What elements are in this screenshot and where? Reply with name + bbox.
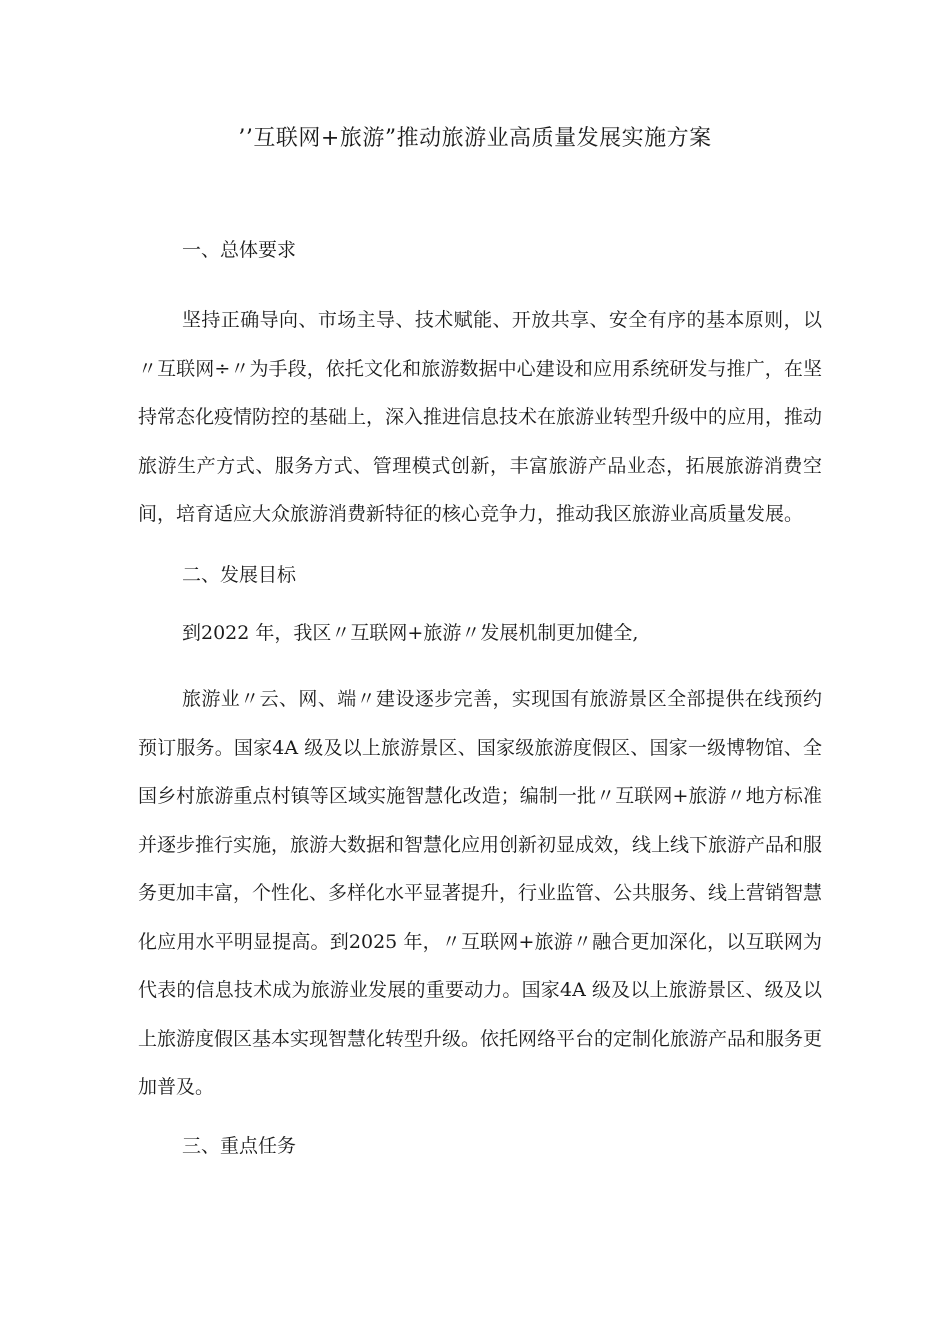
document-body [138,234,822,1162]
document-title: ’’互联网+旅游”推动旅游业高质量发展实施方案 [238,126,712,151]
section-heading-key-tasks: 三、重点任务 [182,1134,297,1157]
paragraph-goals-detail: 旅游业〃云、网、端〃建设逐步完善，实现国有旅游景区全部提供在线预约预订服务。国家4A 级及以上旅游景区、国家级旅游度假区、国家一级博物馆、全国乡村旅游重点村镇等区域实施智慧化改造；编制一批〃互联网+旅游〃地方标准并逐步推行实施，旅游大数据和智慧化应用创新初显成效，线上线下旅游产品和服务更加丰富，个性化、多样化水平显著提升，行业监管、公共服务、线上营销智慧化应用水平明显提高。到2025 年，〃互联网+旅游〃融合更加深化，以互联网为代表的信息技术成为旅游业发展的重要动力。国家4A 级及以上旅游景区、级及以上旅游度假区基本实现智慧化转型升级。依托网络平台的定制化旅游产品和服务更加普及。 [138,688,823,1098]
section-heading-development-goals: 二、发展目标 [182,563,297,586]
paragraph-general-requirements: 坚持正确导向、市场主导、技术赋能、开放共享、安全有序的基本原则，以〃互联网÷〃为手段，依托文化和旅游数据中心建设和应用系统研发与推广，在坚持常态化疫情防控的基础上，深入推进信息技术在旅游业转型升级中的应用，推动旅游生产方式、服务方式、管理模式创新，丰富旅游产品业态，拓展旅游消费空间，培育适应大众旅游消费新特征的核心竞争力，推动我区旅游业高质量发展。 [138,309,823,525]
paragraph-goals-2022: 到2022 年，我区〃互联网+旅游〃发展机制更加健全, [182,621,639,644]
section-heading-general-requirements: 一、总体要求 [182,239,297,261]
